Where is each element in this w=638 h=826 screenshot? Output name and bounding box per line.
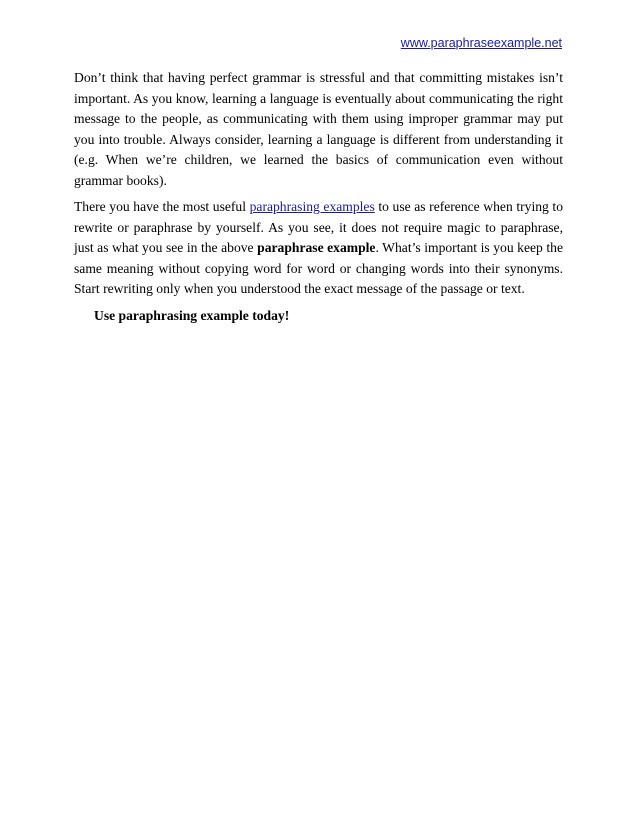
paragraph-grammar: Don’t think that having perfect grammar is stressful and that committing mistakes isn’t important. As you know, learning a language is eventually about communicating the right message to the people, as communicating with them using improper grammar may put you into trouble. Always consider, learning a language is different from understanding it (e.g. When we’re children, we learned the basics of communication even without grammar books).	[74, 70, 563, 188]
closing-call-to-action: Use paraphrasing example today!	[94, 307, 290, 323]
paraphrase-example-emphasis: paraphrase example	[257, 240, 376, 255]
site-link[interactable]: www.paraphraseexample.net	[400, 36, 562, 50]
paragraph-examples-end: . What’s important is you keep the same meaning without copying word for word or changing words into their synonyms. Start rewriting only when you understood the exact message of the passage or text.	[74, 240, 563, 296]
paragraph-examples-middle: to use as reference when trying to rewrite or paraphrase by yourself. As you see, it does not require magic to paraphrase, just as what you see in the above	[74, 199, 563, 255]
document-body	[74, 68, 563, 332]
paragraph-examples	[74, 197, 563, 300]
paragraph-examples-intro: There you have the most useful	[74, 199, 250, 214]
paraphrasing-examples-link[interactable]: paraphrasing examples	[249, 199, 375, 214]
